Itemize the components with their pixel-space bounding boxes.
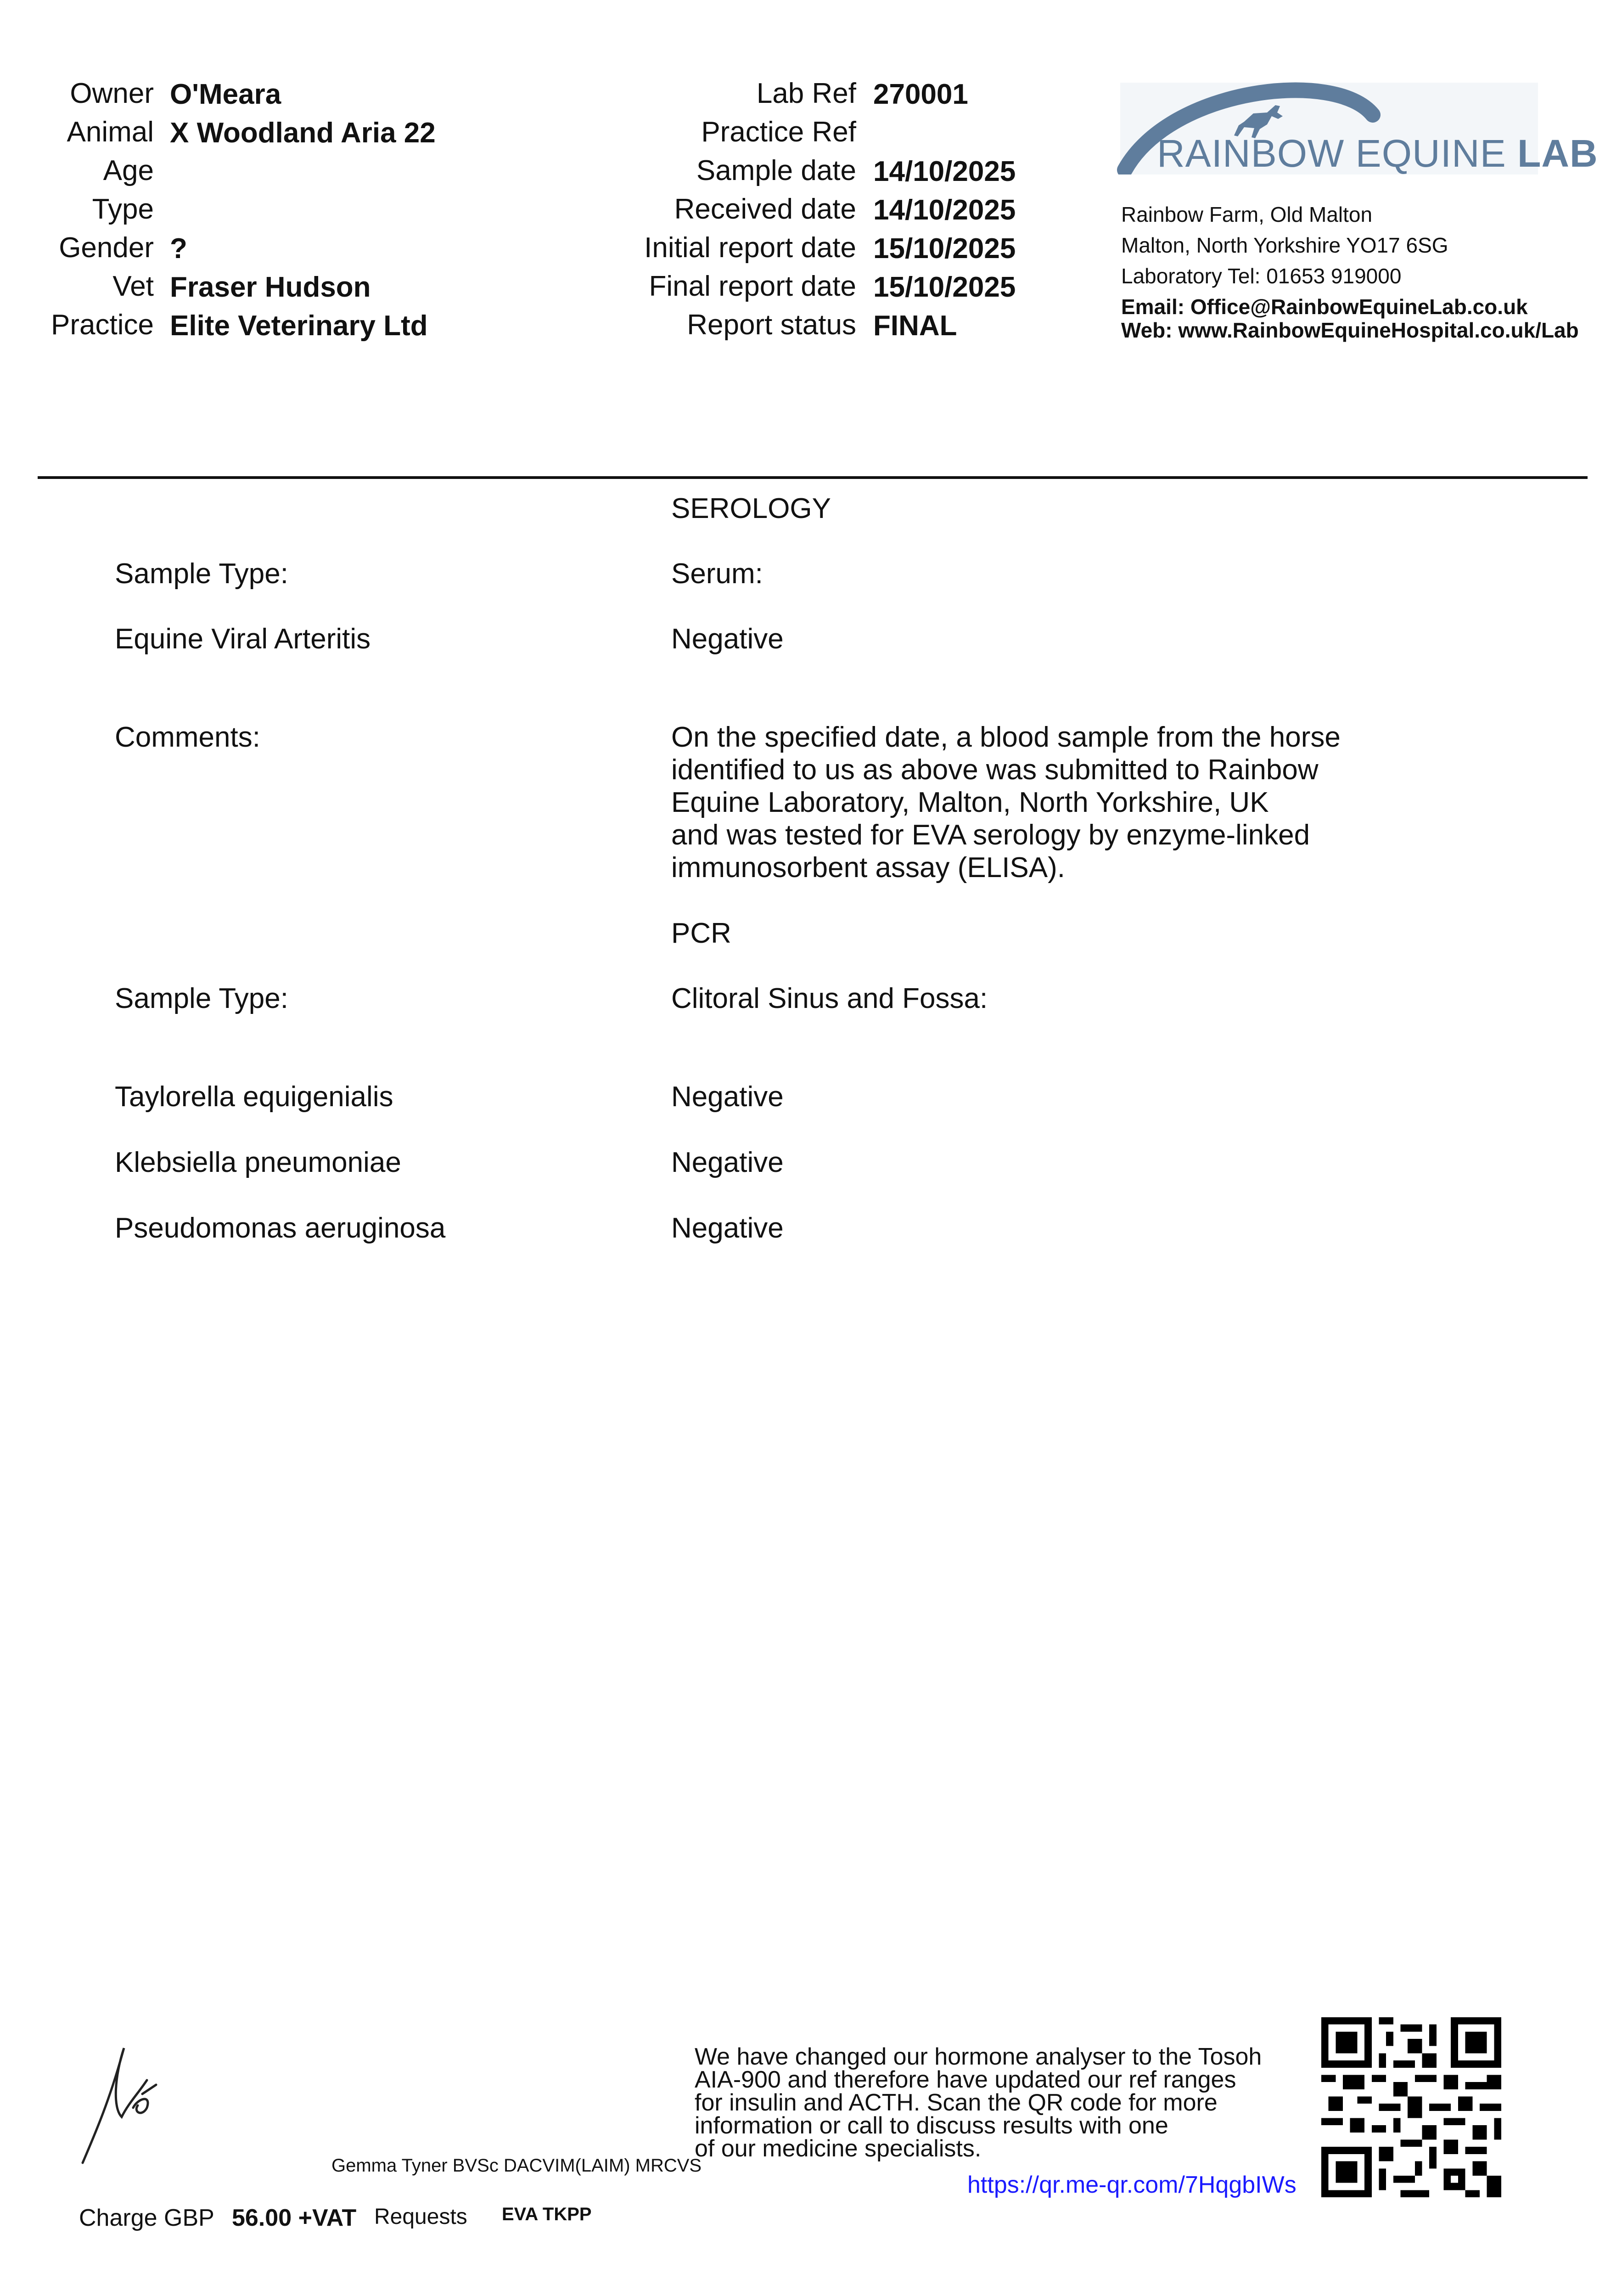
report-status-label: Report status: [687, 309, 856, 341]
serology-heading: SEROLOGY: [671, 493, 831, 524]
comments-line-2: identified to us as above was submitted to Rainbow: [671, 754, 1319, 786]
pcr-test-result: Negative: [671, 1212, 784, 1244]
notice-line-4: information or call to discuss results with one: [695, 2112, 1168, 2139]
initial-report-date-value: 15/10/2025: [873, 233, 1016, 264]
lab-tel: Laboratory Tel: 01653 919000: [1121, 264, 1402, 288]
requests-label: Requests: [374, 2205, 467, 2229]
charge-label: Charge GBP: [79, 2205, 214, 2231]
signature: [78, 2039, 170, 2167]
comments-line-3: Equine Laboratory, Malton, North Yorkshire, UK: [671, 787, 1269, 818]
pcr-test-result: Negative: [671, 1081, 784, 1113]
final-report-date-value: 15/10/2025: [873, 271, 1016, 303]
charge-value: 56.00 +VAT: [232, 2205, 357, 2231]
serology-sample-type-label: Sample Type:: [115, 558, 288, 590]
vet-label: Vet: [112, 270, 154, 302]
requests-value: EVA TKPP: [502, 2204, 592, 2224]
pcr-heading: PCR: [671, 917, 731, 949]
comments-line-1: On the specified date, a blood sample from the horse: [671, 721, 1341, 753]
report-status-value: FINAL: [873, 310, 957, 342]
sample-date-label: Sample date: [696, 155, 856, 186]
final-report-date-label: Final report date: [649, 270, 856, 302]
comments-line-5: immunosorbent assay (ELISA).: [671, 852, 1066, 884]
lab-ref-value: 270001: [873, 79, 968, 110]
eva-test-name: Equine Viral Arteritis: [115, 623, 371, 655]
notice-line-1: We have changed our hormone analyser to the Tosoh: [695, 2043, 1262, 2070]
serology-sample-type-value: Serum:: [671, 558, 763, 590]
pcr-test-name: Pseudomonas aeruginosa: [115, 1212, 446, 1244]
notice-line-2: AIA-900 and therefore have updated our ref ranges: [695, 2066, 1236, 2093]
animal-label: Animal: [67, 116, 154, 148]
header-divider: [38, 476, 1588, 479]
qr-link[interactable]: https://qr.me-qr.com/7HqgbIWs: [967, 2172, 1296, 2198]
gender-value: ?: [170, 233, 187, 264]
pcr-sample-type-value: Clitoral Sinus and Fossa:: [671, 983, 988, 1014]
lab-ref-label: Lab Ref: [756, 78, 856, 109]
lab-email: Email: Office@RainbowEquineLab.co.uk: [1121, 295, 1528, 319]
lab-address-line1: Rainbow Farm, Old Malton: [1121, 203, 1373, 226]
animal-value: X Woodland Aria 22: [170, 117, 436, 149]
lab-logo-name: RAINBOW EQUINE: [1157, 132, 1506, 175]
comments-line-4: and was tested for EVA serology by enzyme-linked: [671, 819, 1310, 851]
age-label: Age: [103, 155, 154, 186]
pcr-test-result: Negative: [671, 1147, 784, 1178]
pcr-sample-type-label: Sample Type:: [115, 983, 288, 1014]
qr-code-icon[interactable]: [1321, 2017, 1501, 2197]
practice-value: Elite Veterinary Ltd: [170, 310, 428, 342]
initial-report-date-label: Initial report date: [644, 232, 856, 264]
eva-test-result: Negative: [671, 623, 784, 655]
pcr-test-name: Taylorella equigenialis: [115, 1081, 393, 1113]
practice-ref-label: Practice Ref: [701, 116, 856, 148]
notice-line-3: for insulin and ACTH. Scan the QR code for more: [695, 2089, 1218, 2116]
sample-date-value: 14/10/2025: [873, 156, 1016, 187]
lab-logo-bold: LAB: [1517, 132, 1598, 175]
owner-label: Owner: [70, 78, 154, 109]
practice-label: Practice: [51, 309, 154, 341]
vet-value: Fraser Hudson: [170, 271, 371, 303]
received-date-value: 14/10/2025: [873, 194, 1016, 226]
comments-label: Comments:: [115, 721, 260, 753]
lab-address-line2: Malton, North Yorkshire YO17 6SG: [1121, 233, 1448, 257]
lab-logo-text: [1157, 131, 1598, 176]
type-label: Type: [92, 193, 154, 225]
gender-label: Gender: [59, 232, 154, 264]
signatory-name: Gemma Tyner BVSc DACVIM(LAIM) MRCVS: [331, 2155, 702, 2176]
notice-line-5: of our medicine specialists.: [695, 2135, 982, 2162]
owner-value: O'Meara: [170, 79, 281, 110]
received-date-label: Received date: [674, 193, 856, 225]
pcr-test-name: Klebsiella pneumoniae: [115, 1147, 401, 1178]
lab-web: Web: www.RainbowEquineHospital.co.uk/Lab: [1121, 318, 1579, 342]
